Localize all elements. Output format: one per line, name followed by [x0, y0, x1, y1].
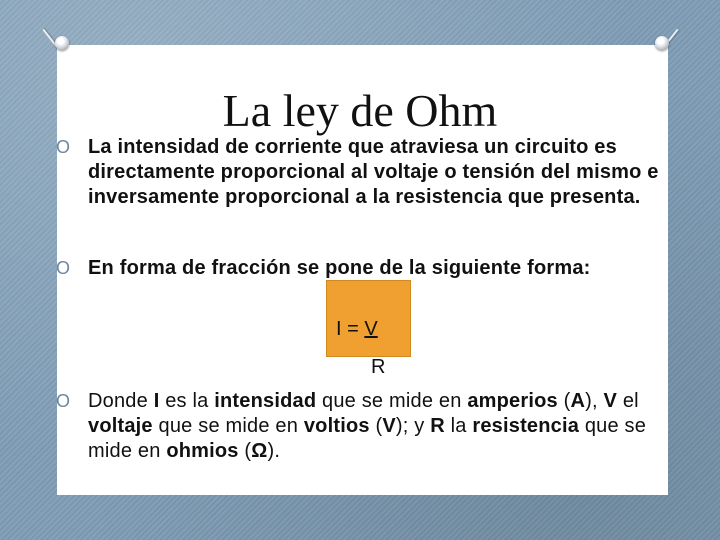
- text-span: (: [557, 390, 571, 412]
- formula-numerator: V: [364, 318, 378, 340]
- term-intensity: intensidad: [214, 390, 317, 412]
- term-amperes: amperios: [467, 390, 558, 412]
- paragraph-units: [88, 389, 668, 464]
- text-span: la: [444, 415, 473, 437]
- bullet-icon: O: [56, 137, 71, 157]
- thumbtack-right-icon: [655, 36, 669, 50]
- text-span: (: [369, 415, 383, 437]
- bullet-icon: O: [56, 258, 71, 278]
- text-span: ); y: [395, 415, 431, 437]
- bullet-icon: O: [56, 391, 71, 411]
- term-ampere-symbol: A: [570, 390, 586, 412]
- text-span: (: [238, 440, 252, 462]
- text-span: el: [617, 390, 639, 412]
- slide-title: La ley de Ohm: [222, 85, 498, 136]
- text-span: es la: [159, 390, 215, 412]
- term-voltage: voltaje: [88, 415, 153, 437]
- term-volt-symbol: V: [382, 415, 396, 437]
- paragraph-fraction-intro: En forma de fracción se pone de la siguiente forma:: [88, 257, 591, 279]
- text-span: ).: [267, 440, 281, 462]
- formula-numerator-line: [336, 317, 378, 341]
- formula-denominator: R: [371, 356, 386, 378]
- term-ohms: ohmios: [166, 440, 239, 462]
- text-span: ),: [585, 390, 604, 412]
- text-span: que se mide en: [316, 390, 468, 412]
- term-intensity-symbol: I: [153, 390, 160, 412]
- paragraph-definition: La intensidad de corriente que atraviesa un circuito es directamente proporcional al voltaje o tensión del mismo e inversamente proporcional a la resistencia que presenta.: [88, 136, 659, 208]
- thumbtack-left-icon: [55, 36, 69, 50]
- text-span: que se mide en: [152, 415, 304, 437]
- term-resistance-symbol: R: [430, 415, 445, 437]
- term-resistance: resistencia: [472, 415, 580, 437]
- text-span: Donde: [88, 390, 154, 412]
- formula-left: I =: [336, 318, 365, 340]
- term-voltage-symbol: V: [603, 390, 618, 412]
- text-span: que se mide en: [88, 415, 647, 462]
- term-volts: voltios: [303, 415, 370, 437]
- term-ohm-symbol: Ω: [251, 440, 268, 462]
